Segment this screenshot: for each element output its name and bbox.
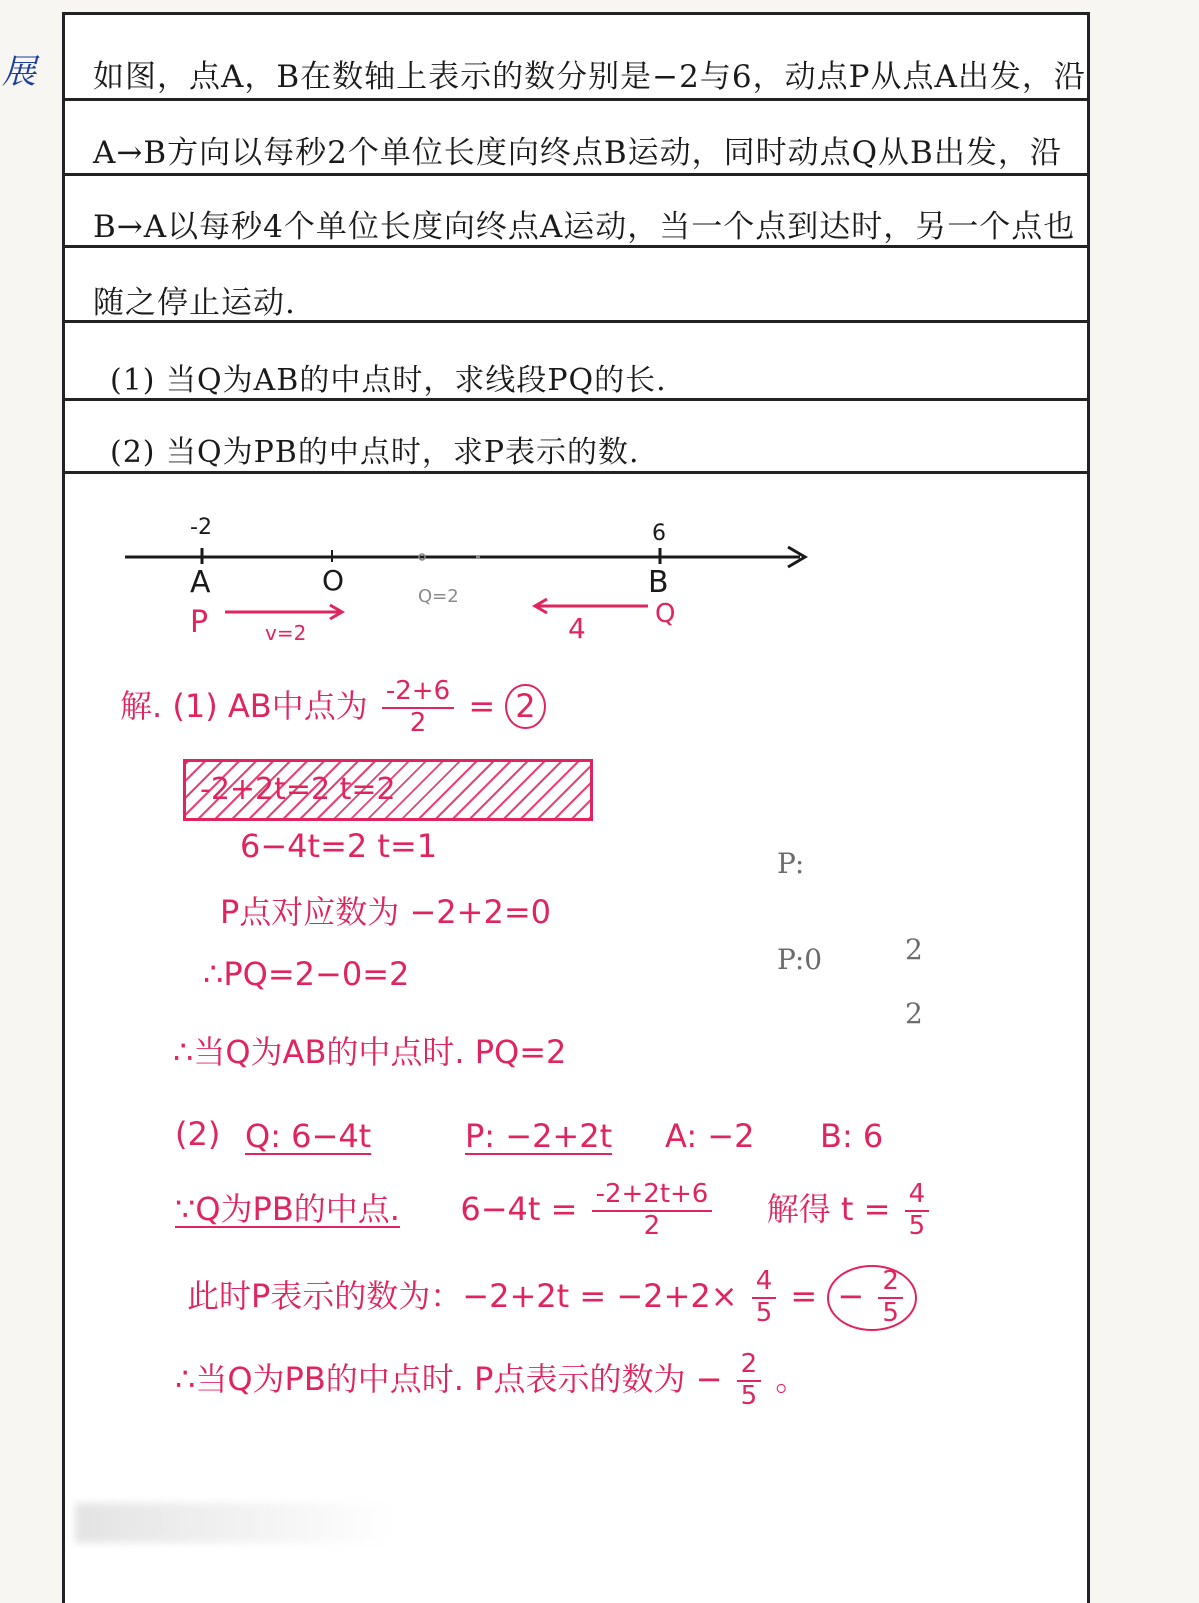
tick-label-6: 6: [652, 521, 666, 546]
solve-label: 解得: [766, 1189, 831, 1228]
blurred-watermark: [75, 1503, 395, 1543]
faint-note: 2: [905, 997, 923, 1030]
fraction-denominator: 5: [740, 1380, 758, 1411]
midpoint-condition: ∵Q为PB的中点.: [175, 1189, 400, 1228]
solution-line-7: [175, 1180, 933, 1242]
problem-line-3: B→A以每秒4个单位长度向终点A运动，当一个点到达时，另一个点也: [93, 209, 1076, 245]
solution-8-text: 此时P表示的数为：−2+2t = −2+2×: [187, 1276, 738, 1315]
part2-a-value: A: −2: [665, 1117, 755, 1155]
fraction: [382, 677, 454, 739]
part2-label: (2): [175, 1115, 221, 1153]
solution-1-text: 解. (1) AB中点为: [120, 686, 368, 725]
faint-note: 2: [905, 933, 923, 966]
fraction-numerator: -2+2t+6: [592, 1180, 713, 1212]
solution-line-4: ∴PQ=2−0=2: [203, 955, 410, 993]
fraction: [905, 1180, 930, 1242]
fraction-numerator: 4: [905, 1180, 930, 1212]
equals-sign: =: [790, 1276, 818, 1315]
worksheet-page: [62, 12, 1090, 1603]
problem-line-4: 随之停止运动.: [93, 285, 296, 321]
solution-line-3: P点对应数为 −2+2=0: [220, 893, 551, 931]
solution-line-9: [175, 1350, 807, 1412]
part2-p-expression: P: −2+2t: [465, 1117, 613, 1155]
fraction-numerator: -2+6: [382, 677, 454, 709]
margin-mark: 展: [2, 52, 36, 92]
fraction: [878, 1267, 903, 1329]
tick-label-minus-2: -2: [190, 515, 212, 540]
equals-sign: =: [468, 686, 496, 725]
part2-b-value: B: 6: [820, 1117, 884, 1155]
solution-line-2: 6−4t=2 t=1: [240, 827, 438, 865]
point-label-b: B: [648, 565, 669, 600]
part2-q-expression: Q: 6−4t: [245, 1117, 372, 1155]
fraction-numerator: 2: [737, 1350, 762, 1382]
point-label-o: O: [322, 564, 345, 597]
fraction: [592, 1180, 713, 1242]
problem-line-2: A→B方向以每秒2个单位长度向终点B运动，同时动点Q从B出发，沿: [93, 135, 1062, 171]
fraction-denominator: 5: [882, 1297, 899, 1328]
solution-line-8: [187, 1265, 917, 1331]
point-label-q: Q: [655, 599, 676, 629]
crossed-out-work: -2+2t=2 t=2: [183, 759, 593, 821]
solution-line-5: ∴当Q为AB的中点时. PQ=2: [173, 1033, 567, 1071]
faint-note: P:: [777, 847, 805, 880]
circled-answer: [827, 1265, 917, 1331]
fraction-denominator: 5: [908, 1210, 926, 1241]
faint-point: [476, 555, 480, 559]
minus-sign: −: [837, 1276, 865, 1315]
question-2: (2) 当Q为PB的中点时，求P表示的数.: [110, 435, 640, 470]
fraction: [737, 1350, 762, 1412]
problem-line-1: 如图，点A，B在数轴上表示的数分别是−2与6，动点P从点A出发，沿: [93, 59, 1086, 95]
rule-line: [65, 173, 1087, 176]
equation-left: 6−4t =: [460, 1189, 578, 1228]
rule-line: [65, 98, 1087, 101]
number-line-diagram: [100, 500, 820, 650]
fraction-numerator: 2: [878, 1267, 903, 1299]
p-speed-label: v=2: [265, 621, 307, 645]
fraction-numerator: 4: [752, 1267, 777, 1299]
period: 。: [775, 1359, 808, 1398]
circled-answer: 2: [505, 684, 545, 730]
rule-line: [65, 471, 1087, 474]
point-label-p: P: [190, 605, 209, 640]
fraction-denominator: 5: [755, 1297, 773, 1328]
t-equals: t =: [840, 1189, 891, 1228]
solution-line-1: [120, 677, 546, 739]
fraction-denominator: 2: [409, 707, 427, 738]
fraction: [752, 1267, 777, 1329]
fraction-denominator: 2: [643, 1210, 661, 1241]
question-1: (1) 当Q为AB的中点时，求线段PQ的长.: [110, 363, 667, 398]
faint-note: P:0: [777, 943, 823, 976]
point-label-a: A: [190, 565, 211, 600]
faint-q-label: Q=2: [418, 586, 459, 607]
q-speed-label: 4: [568, 612, 586, 645]
conclusion-text: ∴当Q为PB的中点时. P点表示的数为 −: [175, 1359, 723, 1398]
